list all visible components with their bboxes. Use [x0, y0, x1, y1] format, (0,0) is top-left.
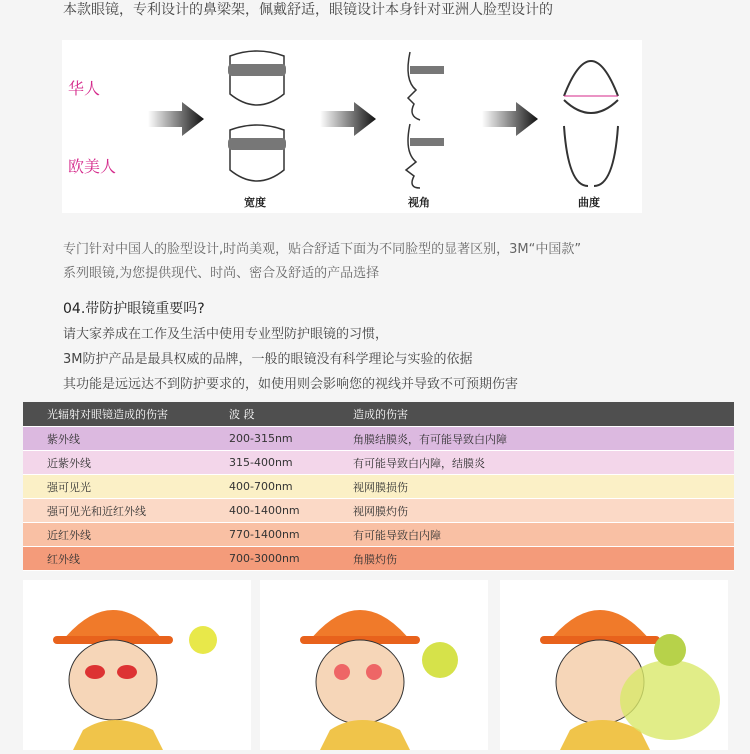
table-row [23, 451, 734, 475]
cartoon-eye-injury-3 [500, 580, 728, 750]
header-type: 光辐射对眼镜造成的伤害 [23, 402, 205, 427]
header-range: 波 段 [205, 402, 329, 427]
paragraph-line-2: 系列眼镜,为您提供现代、时尚、密合及舒适的产品选择 [63, 266, 380, 281]
cell-type: 强可见光 [23, 475, 205, 499]
cell-type: 近红外线 [23, 523, 205, 547]
cell-harm: 视网膜损伤 [329, 475, 734, 499]
cell-range: 400-700nm [205, 475, 329, 499]
cell-range: 400-1400nm [205, 499, 329, 523]
caption-curve: 曲度 [578, 196, 600, 209]
cell-harm: 角膜结膜炎，有可能导致白内障 [329, 427, 734, 451]
curvature-illustration [558, 46, 624, 194]
table-row [23, 475, 734, 499]
header-harm: 造成的伤害 [329, 402, 734, 427]
cell-range: 200-315nm [205, 427, 329, 451]
cell-type: 紫外线 [23, 427, 205, 451]
label-chinese: 华人 [68, 79, 101, 98]
label-western: 欧美人 [68, 157, 117, 176]
cell-harm: 有可能导致白内障，结膜炎 [329, 451, 734, 475]
arrow-right-icon [148, 102, 204, 136]
cell-range: 700-3000nm [205, 547, 329, 571]
table-header-row [23, 402, 734, 427]
cartoon-eye-injury-2 [260, 580, 488, 750]
caption-angle: 视角 [408, 196, 430, 209]
cell-type: 近紫外线 [23, 451, 205, 475]
arrow-right-icon [482, 102, 538, 136]
body-line-2: 3M防护产品是最具权威的品牌，一般的眼镜没有科学理论与实验的依据 [63, 352, 473, 367]
cell-harm: 角膜灼伤 [329, 547, 734, 571]
front-face-illustration [222, 46, 292, 194]
cell-type: 红外线 [23, 547, 205, 571]
face-comparison-diagram [62, 40, 642, 213]
body-line-1: 请大家养成在工作及生活中使用专业型防护眼镜的习惯， [63, 327, 389, 342]
intro-text: 本款眼镜，专利设计的鼻梁架，佩戴舒适，眼镜设计本身针对亚洲人脸型设计的 [63, 2, 553, 18]
table-row [23, 523, 734, 547]
table-row [23, 499, 734, 523]
cell-range: 315-400nm [205, 451, 329, 475]
body-line-3: 其功能是远远达不到防护要求的，如使用则会影响您的视线并导致不可预期伤害 [63, 377, 519, 392]
arrow-right-icon [320, 102, 376, 136]
cell-harm: 视网膜灼伤 [329, 499, 734, 523]
radiation-hazard-table [23, 402, 734, 571]
paragraph-line-1: 专门针对中国人的脸型设计,时尚美观，贴合舒适下面为不同脸型的显著区别，3M“中国款” [63, 242, 582, 257]
table-row [23, 547, 734, 571]
cartoon-eye-injury-1 [23, 580, 251, 750]
side-face-illustration [400, 50, 450, 190]
table-row [23, 427, 734, 451]
section-heading: 04.带防护眼镜重要吗? [63, 301, 205, 317]
caption-width: 宽度 [244, 196, 266, 209]
cell-type: 强可见光和近红外线 [23, 499, 205, 523]
cell-range: 770-1400nm [205, 523, 329, 547]
cell-harm: 有可能导致白内障 [329, 523, 734, 547]
